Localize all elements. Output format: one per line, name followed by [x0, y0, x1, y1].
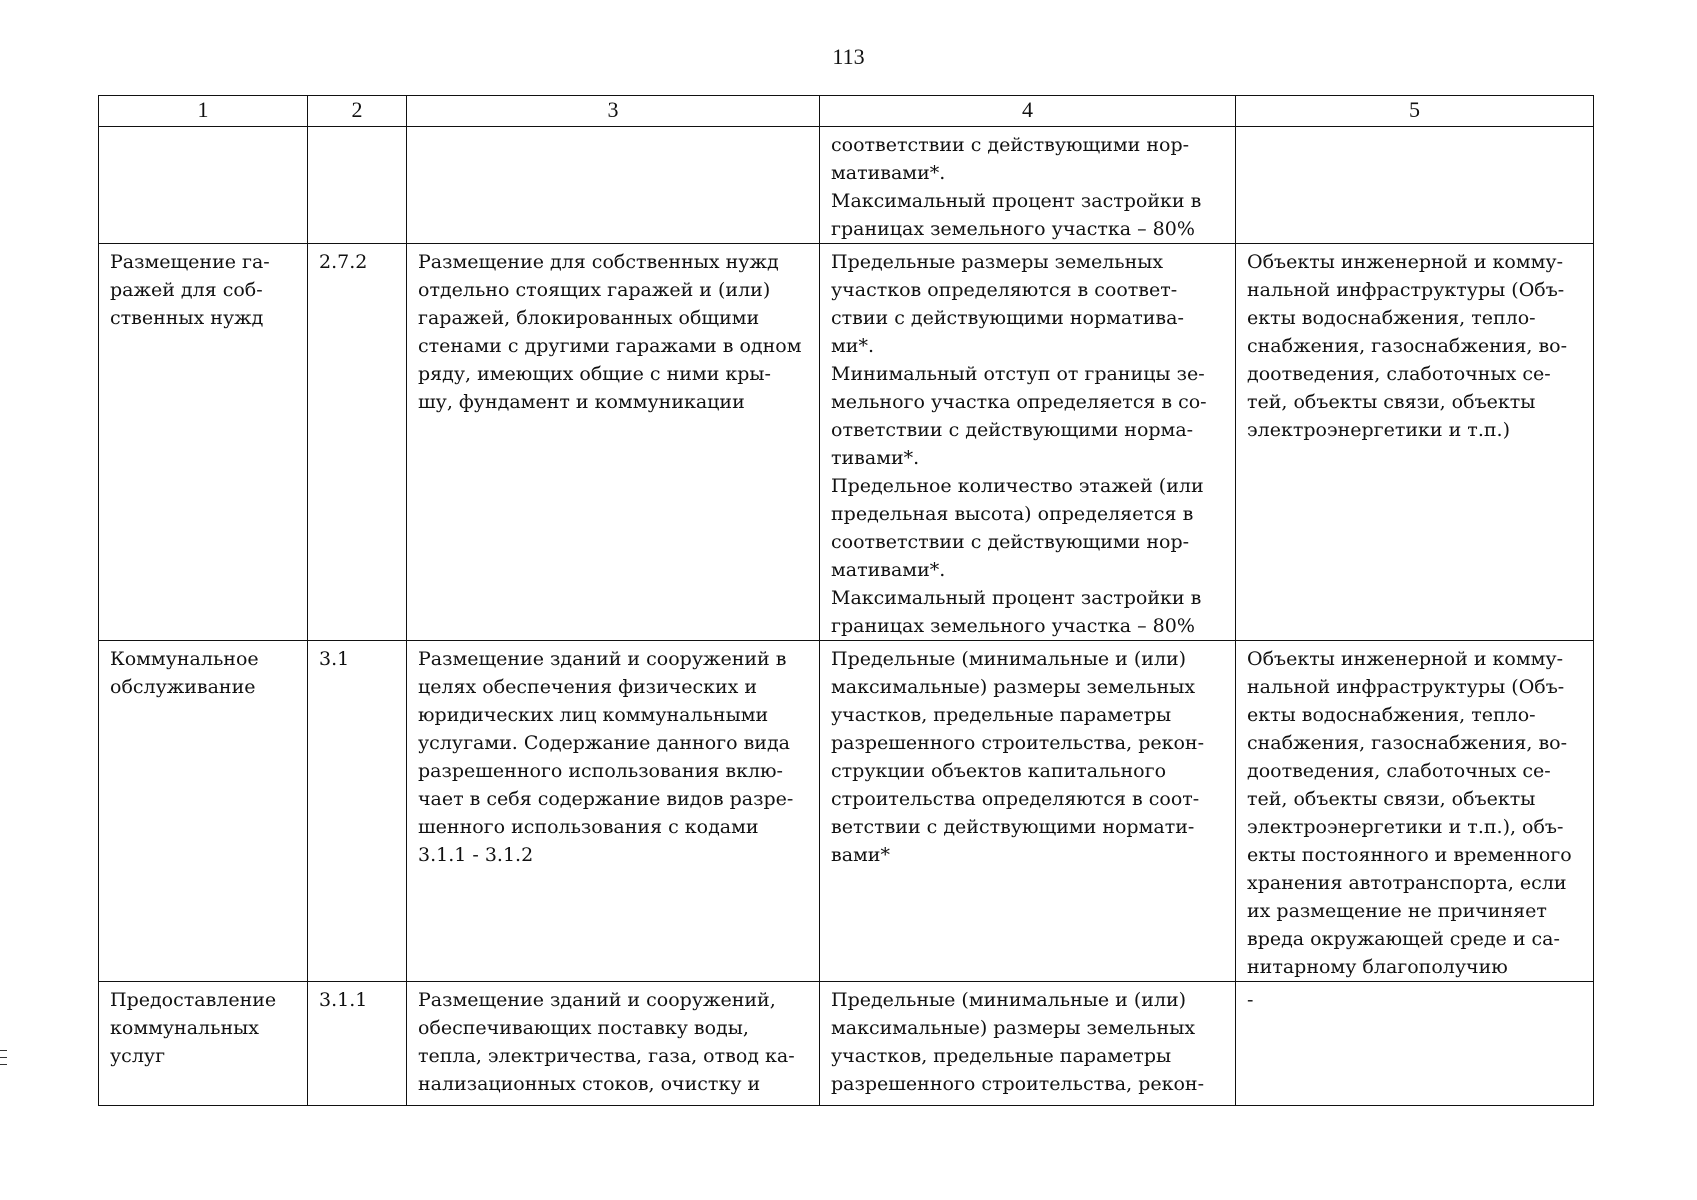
- conditions-cell: Объекты инженерной и комму- нальной инфраструктуры (Объ- екты водоснабжения, тепло- снабжения, газоснабжения, во- доотведения, слаботочных се- тей, объекты связи, объекты электроэнергетики и т.п.): [1236, 244, 1594, 641]
- table-header-row: [99, 96, 1594, 127]
- scan-mark: [0, 1057, 7, 1058]
- scan-mark: [0, 1064, 7, 1065]
- use-description-cell: Размещение зданий и сооружений, обеспечивающих поставку воды, тепла, электричества, газа, отвод ка- нализационных стоков, очистку и: [407, 982, 820, 1106]
- table-row: [99, 244, 1594, 641]
- column-header-2: 2: [308, 96, 407, 127]
- permitted-use-table: [98, 95, 1594, 1106]
- use-code-cell: [308, 127, 407, 244]
- conditions-cell: [1236, 127, 1594, 244]
- use-name-cell: Размещение га- ражей для соб- ственных нужд: [99, 244, 308, 641]
- conditions-cell: Объекты инженерной и комму- нальной инфраструктуры (Объ- екты водоснабжения, тепло- снабжения, газоснабжения, во- доотведения, слаботочных се- тей, объекты связи, объекты электроэнергетики и т.п.), объ- екты постоянного и временного хранения автотранспорта, если их размещение не причиняет вреда окружающей среде и са- нитарному благополучию: [1236, 641, 1594, 982]
- parameters-cell: Предельные размеры земельных участков определяются в соответ- ствии с действующими нормативa- ми*. Минимальный отступ от границы зе- мельного участка определяется в со- ответствии с действующими норма- тивами*. Предельное количество этажей (или предельная высота) определяется в соответствии с действующими нор- мативами*. Максимальный процент застройки в границах земельного участка – 80%: [820, 244, 1236, 641]
- use-description-cell: [407, 127, 820, 244]
- table-row: [99, 982, 1594, 1106]
- scan-mark: [0, 1050, 7, 1051]
- column-header-4: 4: [820, 96, 1236, 127]
- column-header-5: 5: [1236, 96, 1594, 127]
- use-code-cell: 3.1.1: [308, 982, 407, 1106]
- column-header-1: 1: [99, 96, 308, 127]
- use-name-cell: Коммунальное обслуживание: [99, 641, 308, 982]
- page-number: 113: [832, 44, 865, 69]
- use-name-cell: Предоставление коммунальных услуг: [99, 982, 308, 1106]
- use-code-cell: 2.7.2: [308, 244, 407, 641]
- parameters-cell: Предельные (минимальные и (или) максимальные) размеры земельных участков, предельные параметры разрешенного строительства, рекон- струкции объектов капитального строительства определяются в соот- ветствии с действующими нормати- вами*: [820, 641, 1236, 982]
- scan-edge-marks: [0, 1050, 8, 1071]
- column-header-3: 3: [407, 96, 820, 127]
- use-description-cell: Размещение зданий и сооружений в целях обеспечения физических и юридических лиц коммунальными услугами. Содержание данного вида разрешенного использования вклю- чает в себя содержание видов разре- шенного использования с кодами 3.1.1 - 3.1.2: [407, 641, 820, 982]
- use-description-cell: Размещение для собственных нужд отдельно стоящих гаражей и (или) гаражей, блокированных общими стенами с другими гаражами в одном ряду, имеющих общие с ними кры- шу, фундамент и коммуникации: [407, 244, 820, 641]
- table-row: [99, 127, 1594, 244]
- conditions-cell: -: [1236, 982, 1594, 1106]
- parameters-cell: соответствии с действующими нор- мативами*. Максимальный процент застройки в границах земельного участка – 80%: [820, 127, 1236, 244]
- use-code-cell: 3.1: [308, 641, 407, 982]
- parameters-cell: Предельные (минимальные и (или) максимальные) размеры земельных участков, предельные параметры разрешенного строительства, рекон-: [820, 982, 1236, 1106]
- use-name-cell: [99, 127, 308, 244]
- table-row: [99, 641, 1594, 982]
